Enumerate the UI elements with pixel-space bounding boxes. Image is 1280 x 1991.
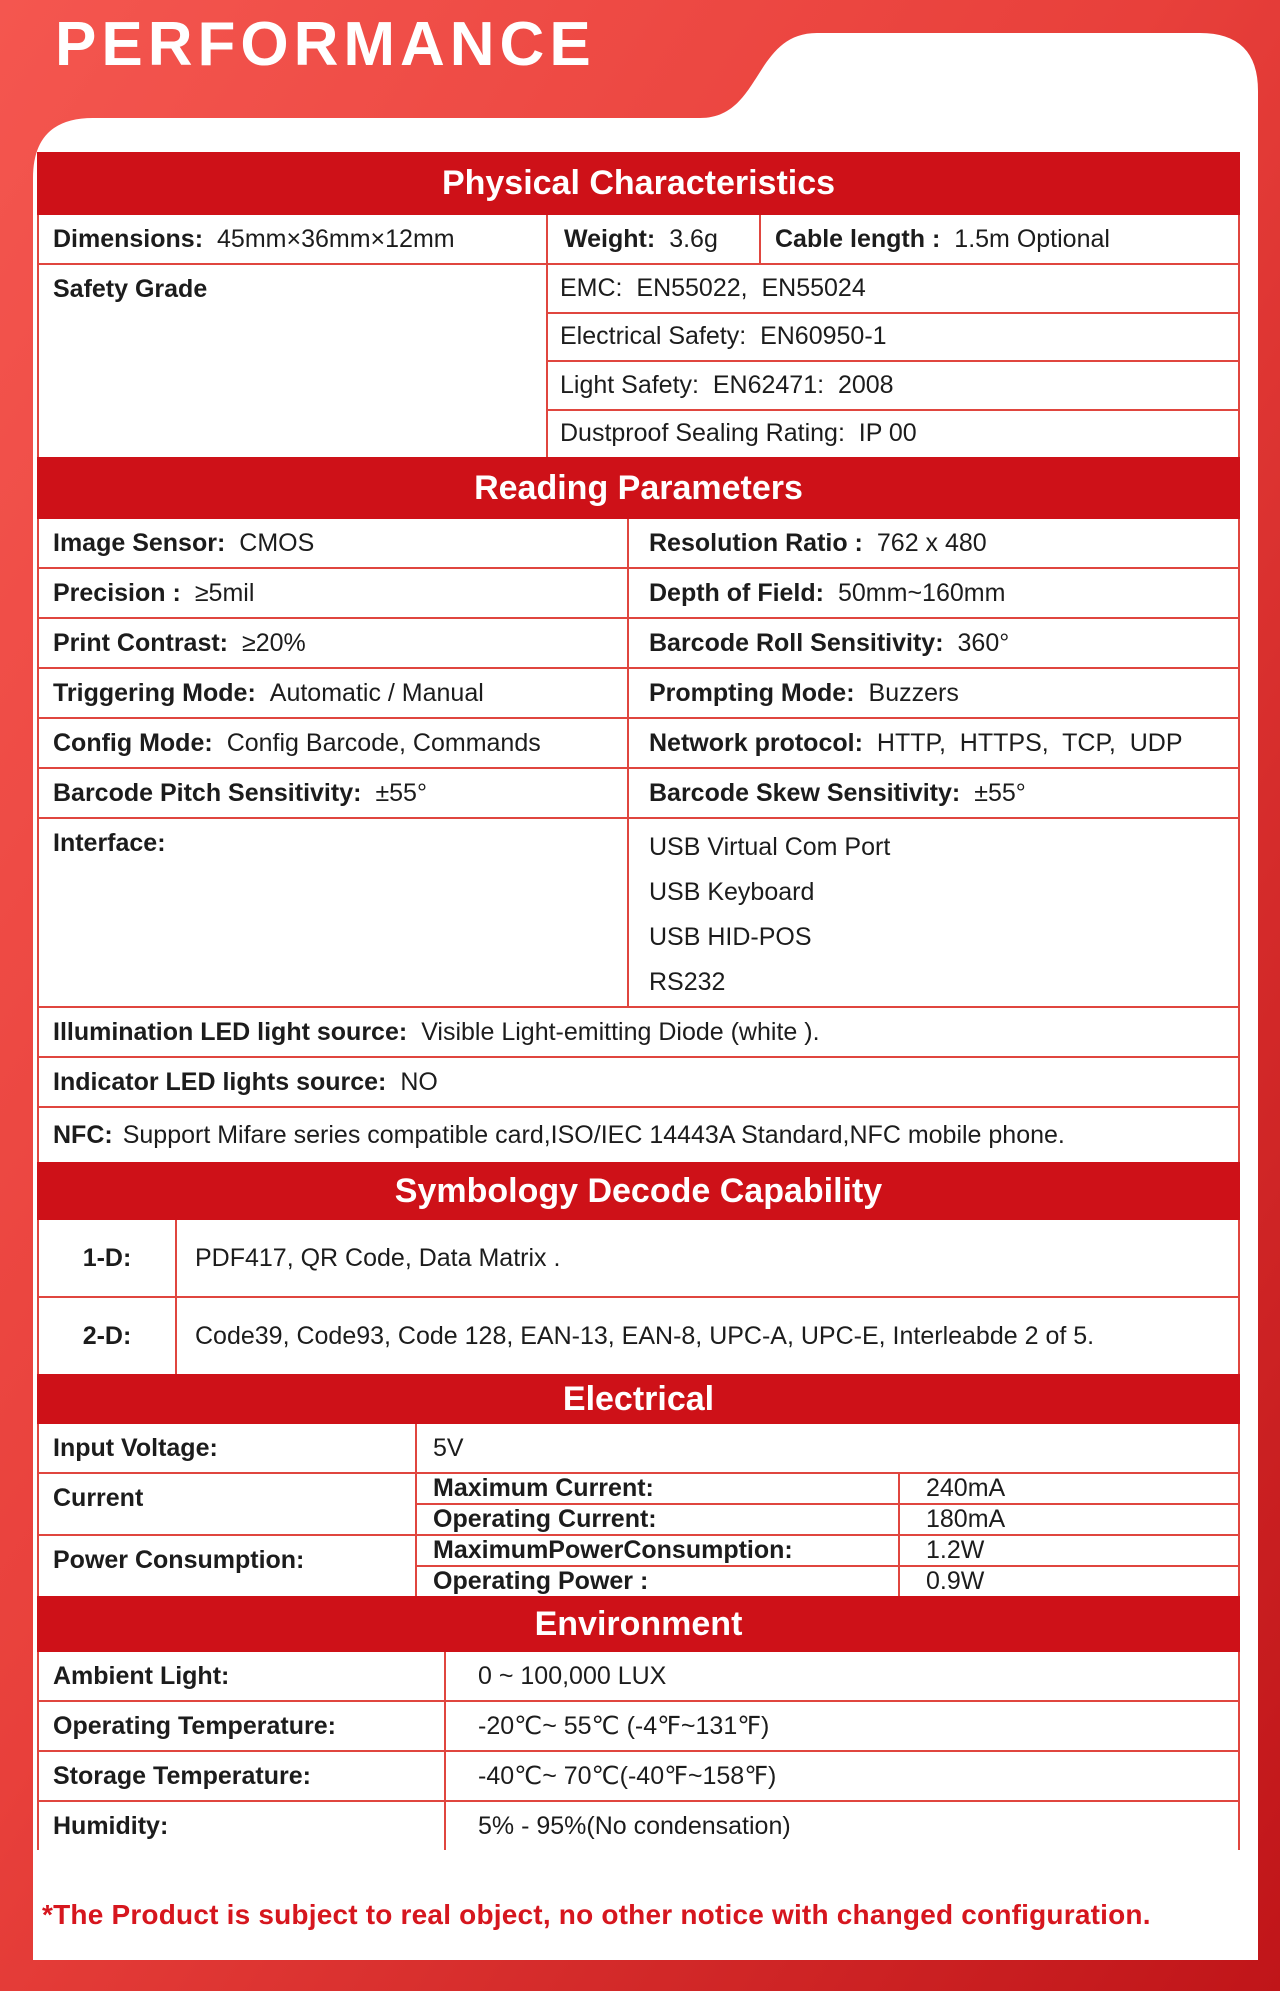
- spec-label: Image Sensor:: [53, 528, 226, 557]
- table-row-operating-power: [417, 1565, 1238, 1596]
- precision-cell: [39, 569, 627, 617]
- ambient-light-value: 0 ~ 100,000 LUX: [444, 1652, 1238, 1700]
- operating-power-label: Operating Power :: [433, 1567, 649, 1595]
- power-consumption-label: Power Consumption:: [53, 1546, 305, 1574]
- input-voltage-label: Input Voltage:: [53, 1433, 218, 1462]
- spec-label: Print Contrast:: [53, 628, 228, 657]
- interface-rs232: RS232: [649, 968, 726, 996]
- safety-grade-values: [546, 265, 1238, 457]
- footnote: *The Product is subject to real object, no other notice with changed configuration.: [42, 1899, 1151, 1930]
- indicator-cell: [39, 1058, 1238, 1106]
- max-current-value: 240mA: [898, 1474, 1238, 1503]
- input-voltage-value: 5V: [415, 1424, 1238, 1472]
- illumination-cell: [39, 1008, 1238, 1056]
- network-protocol-cell: [627, 719, 1238, 767]
- section-physical: [37, 215, 1240, 457]
- interface-values: [627, 819, 1238, 1006]
- table-row: [39, 617, 1238, 667]
- spec-label: Indicator LED lights source:: [53, 1067, 387, 1096]
- spec-value: Support Mifare series compatible card,ISO/IEC 14443A Standard,NFC mobile phone.: [122, 1120, 1065, 1149]
- spec-label: NFC:: [53, 1120, 113, 1149]
- table-row-max-power: [417, 1536, 1238, 1565]
- page-title: PERFORMANCE: [55, 10, 596, 79]
- spec-label: Resolution Ratio :: [649, 528, 863, 557]
- ambient-light-label: Ambient Light:: [53, 1661, 230, 1690]
- spec-label: Precision :: [53, 578, 181, 607]
- section-heading-physical: [37, 152, 1240, 215]
- symbology-2d-value: Code39, Code93, Code 128, EAN-13, EAN-8, UPC-A, UPC-E, Interleabde 2 of 5.: [175, 1298, 1238, 1374]
- spec-label: Prompting Mode:: [649, 678, 855, 707]
- current-subrows: [415, 1474, 1238, 1534]
- interface-usb-vcp: USB Virtual Com Port: [649, 833, 891, 861]
- spec-label: Illumination LED light source:: [53, 1017, 408, 1046]
- section-symbology: [37, 1220, 1240, 1374]
- table-row-illumination: [39, 1006, 1238, 1056]
- section-electrical: [37, 1424, 1240, 1596]
- interface-usb-hid-pos: USB HID-POS: [649, 923, 812, 951]
- max-power-label: MaximumPowerConsumption:: [433, 1536, 793, 1564]
- max-power-value: 1.2W: [898, 1536, 1238, 1565]
- operating-power-value: 0.9W: [898, 1567, 1238, 1596]
- spec-label: Triggering Mode:: [53, 678, 256, 707]
- table-row-nfc: [39, 1106, 1238, 1162]
- nfc-cell: [39, 1108, 1238, 1162]
- operating-current-value: 180mA: [898, 1505, 1238, 1534]
- section-heading-environment-text: Environment: [534, 1604, 743, 1643]
- operating-temperature-label: Operating Temperature:: [53, 1711, 336, 1740]
- prompting-mode-cell: [627, 669, 1238, 717]
- table-row-humidity: [39, 1800, 1238, 1850]
- barcode-roll-cell: [627, 619, 1238, 667]
- spec-value: CMOS: [239, 528, 315, 557]
- section-heading-electrical: [37, 1374, 1240, 1424]
- symbology-1d-label: 1-D:: [82, 1243, 132, 1272]
- operating-temperature-value: -20℃~ 55℃ (-4℉~131℉): [444, 1702, 1238, 1750]
- table-row-dimensions: [39, 215, 1238, 263]
- storage-temperature-label: Storage Temperature:: [53, 1761, 311, 1790]
- safety-row-emc: EMC: EN55022, EN55024: [560, 273, 866, 302]
- spec-label: Cable length :: [775, 224, 941, 253]
- current-label: Current: [53, 1484, 144, 1512]
- spec-label: Barcode Roll Sensitivity:: [649, 628, 944, 657]
- spec-value: Buzzers: [868, 678, 959, 707]
- table-row-safety-grade: [39, 263, 1238, 457]
- spec-value: ±55°: [974, 778, 1026, 807]
- spec-value: NO: [400, 1067, 438, 1096]
- section-heading-physical-text: Physical Characteristics: [441, 164, 836, 202]
- section-reading: [37, 519, 1240, 1162]
- table-row-storage-temperature: [39, 1750, 1238, 1800]
- spec-label: Depth of Field:: [649, 578, 824, 607]
- table-rowgroup-current: [39, 1472, 1238, 1534]
- safety-row-electrical: Electrical Safety: EN60950-1: [560, 322, 887, 351]
- weight-cell: [546, 215, 759, 263]
- table-row: [39, 519, 1238, 567]
- spec-value: 50mm~160mm: [837, 578, 1006, 607]
- section-heading-reading-text: Reading Parameters: [474, 468, 803, 507]
- spec-label: Barcode Skew Sensitivity:: [649, 778, 961, 807]
- power-subrows: [415, 1536, 1238, 1596]
- section-heading-reading: [37, 457, 1240, 519]
- spec-label: Barcode Pitch Sensitivity:: [53, 778, 362, 807]
- spec-value: Visible Light-emitting Diode (white ).: [421, 1017, 820, 1046]
- spec-label: Network protocol:: [649, 728, 863, 757]
- spec-value: Config Barcode, Commands: [226, 728, 541, 757]
- image-sensor-cell: [39, 519, 627, 567]
- depth-of-field-cell: [627, 569, 1238, 617]
- table-row: [39, 717, 1238, 767]
- spec-value: 360°: [957, 628, 1010, 657]
- barcode-skew-cell: [627, 769, 1238, 817]
- barcode-pitch-cell: [39, 769, 627, 817]
- print-contrast-cell: [39, 619, 627, 667]
- table-row: [39, 767, 1238, 817]
- max-current-label: Maximum Current:: [433, 1474, 654, 1502]
- humidity-label: Humidity:: [53, 1811, 169, 1840]
- spec-value: 1.5m Optional: [954, 224, 1110, 253]
- symbology-2d-label: 2-D:: [82, 1321, 132, 1350]
- spec-value: 3.6g: [669, 224, 718, 253]
- spec-value: 45mm×36mm×12mm: [217, 224, 455, 253]
- spec-label: Config Mode:: [53, 728, 213, 757]
- resolution-ratio-cell: [627, 519, 1238, 567]
- cable-length-cell: [759, 215, 1238, 263]
- storage-temperature-value: -40℃~ 70℃(-40℉~158℉): [444, 1752, 1238, 1800]
- spec-value: ≥5mil: [194, 578, 255, 607]
- triggering-mode-cell: [39, 669, 627, 717]
- table-row-max-current: [417, 1474, 1238, 1503]
- table-row-1d: [39, 1220, 1238, 1296]
- humidity-value: 5% - 95%(No condensation): [444, 1802, 1238, 1850]
- section-heading-symbology-text: Symbology Decode Capability: [394, 1171, 883, 1210]
- safety-row-dustproof: Dustproof Sealing Rating: IP 00: [560, 419, 917, 448]
- config-mode-cell: [39, 719, 627, 767]
- section-heading-electrical-text: Electrical: [562, 1379, 715, 1418]
- interface-label: Interface:: [53, 829, 166, 857]
- spec-value: HTTP, HTTPS, TCP, UDP: [876, 728, 1183, 757]
- section-environment: [37, 1652, 1240, 1850]
- table-row-operating-current: [417, 1503, 1238, 1534]
- table-row: [39, 667, 1238, 717]
- table-row-ambient-light: [39, 1652, 1238, 1700]
- table-row-operating-temperature: [39, 1700, 1238, 1750]
- spec-value: 762 x 480: [876, 528, 987, 557]
- section-heading-environment: [37, 1596, 1240, 1652]
- section-heading-symbology: [37, 1162, 1240, 1220]
- interface-usb-keyboard: USB Keyboard: [649, 878, 815, 906]
- spec-table: [37, 152, 1240, 1850]
- spec-value: ±55°: [375, 778, 427, 807]
- safety-grade-label: Safety Grade: [53, 275, 208, 303]
- table-row-input-voltage: [39, 1424, 1238, 1472]
- spec-label: Weight:: [564, 224, 656, 253]
- table-rowgroup-power: [39, 1534, 1238, 1596]
- spec-label: Dimensions:: [53, 224, 204, 253]
- operating-current-label: Operating Current:: [433, 1505, 657, 1533]
- table-row-interface: [39, 817, 1238, 1006]
- spec-value: ≥20%: [242, 628, 306, 657]
- table-row: [39, 567, 1238, 617]
- safety-row-light: Light Safety: EN62471: 2008: [560, 370, 894, 399]
- spec-value: Automatic / Manual: [269, 678, 484, 707]
- dimensions-cell: [39, 215, 546, 263]
- symbology-1d-value: PDF417, QR Code, Data Matrix .: [175, 1220, 1238, 1296]
- table-row-2d: [39, 1296, 1238, 1374]
- table-row-indicator: [39, 1056, 1238, 1106]
